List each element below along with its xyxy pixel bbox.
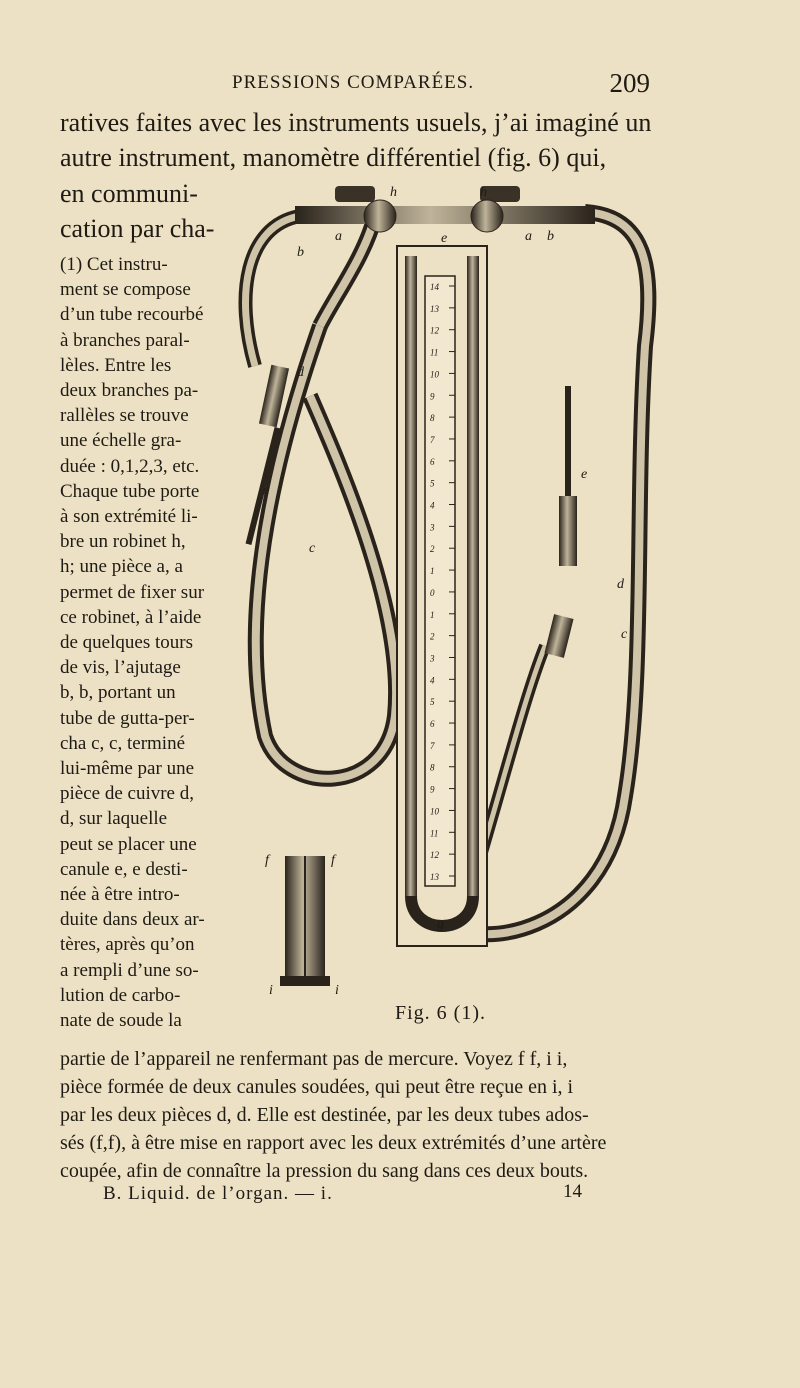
scale-tick-label: 1 [430, 566, 435, 577]
scale-tick-label: 13 [430, 872, 439, 882]
footnote-line: tères, après qu’on [60, 934, 195, 956]
footnote-line: bre un robinet h, [60, 531, 186, 553]
text-line: cation par cha- [60, 214, 215, 243]
running-head: PRESSIONS COMPARÉES. [232, 72, 475, 93]
footnote-line: d, sur laquelle [60, 808, 168, 830]
label-i: i [335, 983, 339, 998]
page-header [60, 70, 650, 104]
footnote-line: peut se placer une [60, 833, 197, 855]
text-line: coupée, afin de connaître la pression du sang dans ces deux bouts. [60, 1160, 589, 1182]
footnote-line: ment se compose [60, 279, 191, 301]
scale-tick-label: 8 [430, 762, 435, 773]
label-c: c [621, 627, 628, 642]
label-c: c [309, 541, 316, 556]
footnote-line: tube de gutta-per- [60, 707, 195, 729]
footnote-line: lution de carbo- [60, 984, 181, 1006]
scale-tick-label: 10 [430, 369, 439, 380]
top-fittings [295, 206, 595, 224]
scale-tick-label: 3 [430, 653, 435, 664]
right-glass-tube [467, 256, 479, 896]
footnote-line: h; une pièce a, a [60, 556, 183, 578]
label-h: h [390, 185, 397, 200]
label-e-top: e [441, 231, 448, 246]
footnote-line: Chaque tube porte [60, 480, 200, 502]
footnote-line: une échelle gra- [60, 430, 182, 452]
label-b: b [547, 229, 554, 244]
text-line: ratives faites avec les instruments usuels, j’ai imaginé un [60, 108, 652, 137]
footnote-line: pièce de cuivre d, [60, 783, 194, 805]
footnote-line: (1) Cet instru- [60, 254, 168, 275]
footnote-line: lèles. Entre les [60, 354, 172, 376]
signature-number: 14 [563, 1181, 582, 1202]
label-f: f [265, 853, 269, 868]
footnote-line: permet de fixer sur [60, 581, 205, 603]
label-f: f [331, 853, 335, 868]
scale-tick-label: 2 [430, 544, 435, 555]
footnote-line: rallèles se trouve [60, 405, 189, 427]
footnote-line: d’un tube recourbé [60, 304, 204, 326]
scale-tick-label: 7 [430, 740, 435, 751]
manometer-figure [225, 176, 665, 1016]
footnote-line: de quelques tours [60, 632, 193, 653]
left-outer-hose [245, 216, 300, 366]
text-line: en communi- [60, 179, 198, 208]
label-d: d [297, 365, 304, 380]
scale-tick-label: 10 [430, 806, 439, 817]
scale-tick-label: 7 [430, 434, 435, 445]
scale-tick-label: 8 [430, 413, 435, 424]
page-number: 209 [609, 68, 650, 98]
footnote-line: nate de soude la [60, 1010, 182, 1031]
footnote-line: cha c, c, terminé [60, 732, 186, 754]
scale-tick-label: 0 [430, 587, 435, 598]
scale-tick-label: 2 [430, 631, 435, 642]
footnote-line: née à être intro- [60, 884, 180, 905]
footnote-line: à son extrémité li- [60, 506, 198, 527]
label-e: e [581, 467, 588, 482]
scale-tick-label: 5 [430, 697, 435, 708]
label-a: a [525, 229, 532, 244]
scale-tick-label: 12 [430, 325, 439, 336]
footnote-line: a rempli d’une so- [60, 959, 199, 981]
text-line: pièce formée de deux canules soudées, qui peut être reçue en i, i [60, 1076, 574, 1098]
footnote-line: duite dans deux ar- [60, 909, 205, 931]
text-line: sés (f,f), à être mise en rapport avec les deux extrémités d’une artère [60, 1132, 607, 1154]
left-tap [335, 186, 375, 202]
footnote-line: canule e, e desti- [60, 858, 188, 880]
footnote-line: duée : 0,1,2,3, etc. [60, 455, 200, 477]
text-line: autre instrument, manomètre différentiel (fig. 6) qui, [60, 143, 607, 172]
scale-tick-label: 3 [430, 522, 435, 533]
scale-tick-label: 11 [430, 828, 439, 839]
label-h: h [480, 185, 487, 200]
scale-tick-label: 5 [430, 478, 435, 489]
figure-caption: Fig. 6 (1). [395, 1002, 486, 1024]
text-line: par les deux pièces d, d. Elle est destinée, par les deux tubes ados- [60, 1104, 589, 1126]
footnote-line: b, b, portant un [60, 682, 176, 704]
left-glass-tube [405, 256, 417, 896]
scale-tick-label: 1 [430, 609, 435, 620]
scale-tick-label: 6 [430, 719, 435, 730]
footnote-line: à branches paral- [60, 329, 190, 351]
manometer-illustration [225, 176, 665, 1016]
footnote-line: ce robinet, à l’aide [60, 606, 202, 628]
label-e: e [263, 483, 270, 498]
text-line: partie de l’appareil ne renfermant pas de mercure. Voyez f f, i i, [60, 1048, 568, 1070]
label-g: g [437, 917, 444, 932]
label-d: d [617, 577, 624, 592]
scale-tick-label: 12 [430, 850, 439, 861]
footnote-line: deux branches pa- [60, 380, 199, 401]
scale-tick-label: 14 [430, 282, 439, 292]
scale-tick-label: 9 [430, 784, 435, 795]
label-b: b [297, 245, 304, 260]
scale-tick-label: 4 [430, 500, 435, 511]
scale-tick-label: 6 [430, 456, 435, 467]
label-i: i [269, 983, 273, 998]
scale-tick-label: 9 [430, 391, 435, 402]
scale-tick-label: 4 [430, 675, 435, 686]
label-a: a [335, 229, 342, 244]
scale-tick-label: 13 [430, 303, 439, 314]
scale-tick-label: 11 [430, 347, 439, 358]
footnote-line: lui-même par une [60, 758, 195, 779]
printer-signature: B. Liquid. de l’organ. — i. [103, 1183, 333, 1204]
footnote-line: de vis, l’ajutage [60, 657, 181, 679]
